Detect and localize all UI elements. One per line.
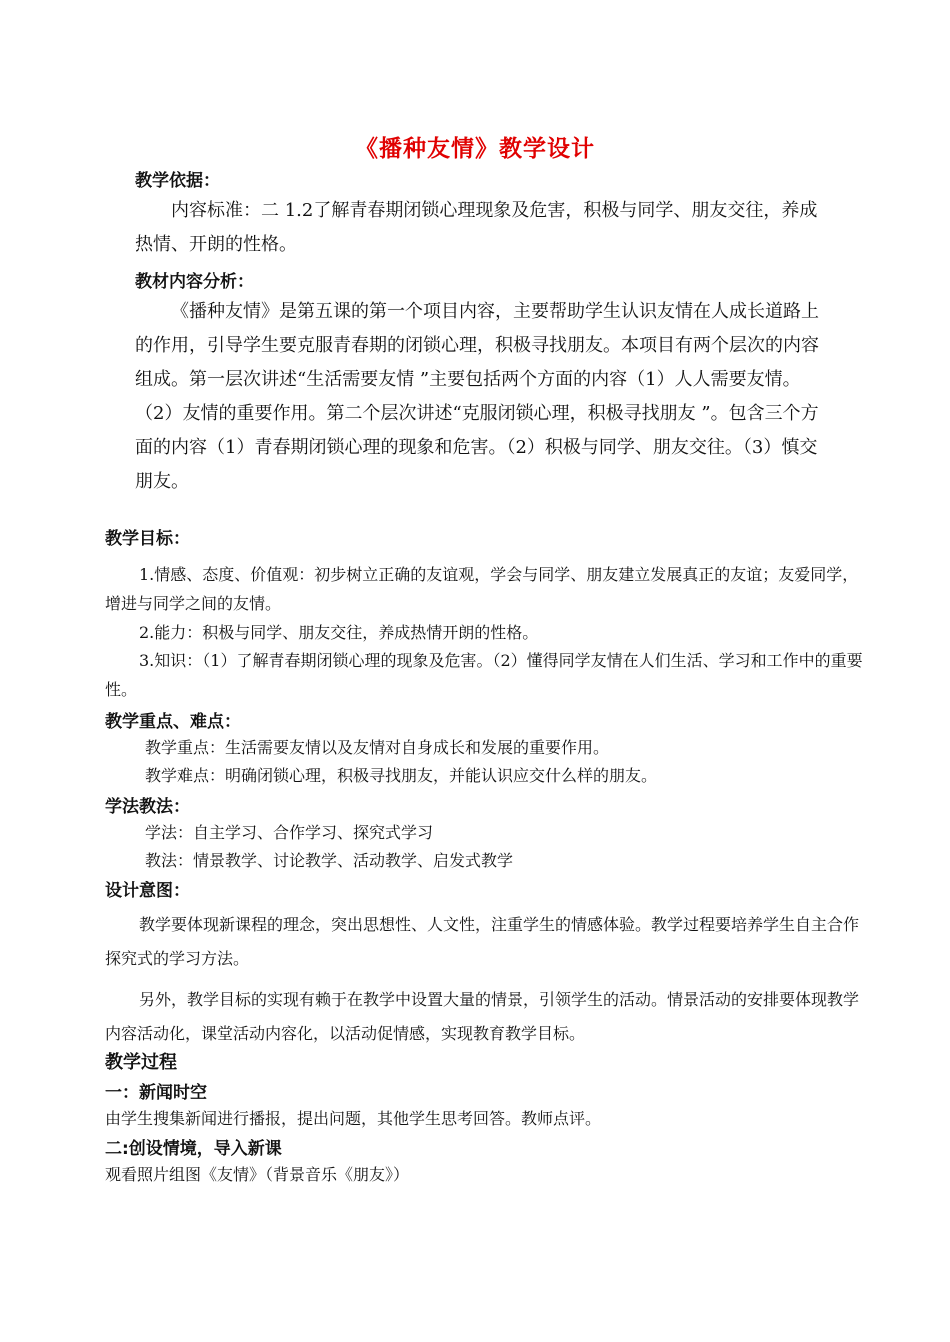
news-time-text: 由学生搜集新闻进行播报，提出问题，其他学生思考回答。教师点评。	[105, 1109, 602, 1128]
goal-emotion: 1.情感、态度、价值观：初步树立正确的友谊观，学会与同学、朋友建立发展真正的友谊；友爱同学，增进与同学之间的友情。	[105, 565, 859, 613]
difficult-point: 教学难点：明确闭锁心理，积极寻找朋友，并能认识应交什么样的朋友。	[145, 766, 658, 785]
heading-news-time: 一：新闻时空	[105, 1083, 207, 1103]
heading-teaching-process: 教学过程	[105, 1052, 177, 1073]
key-point: 教学重点：生活需要友情以及友情对自身成长和发展的重要作用。	[145, 738, 610, 757]
study-method: 学法：自主学习、合作学习、探究式学习	[145, 823, 434, 842]
goal-knowledge: 3.知识：（1）了解青春期闭锁心理的现象及危害。（2）懂得同学友情在人们生活、学习和工作中的重要性。	[105, 651, 863, 699]
heading-material-analysis: 教材内容分析：	[135, 272, 254, 292]
design-intent-paragraph-1: 教学要体现新课程的理念，突出思想性、人文性，注重学生的情感体验。教学过程要培养学生自主合作探究式的学习方法。	[105, 915, 860, 968]
heading-teaching-basis: 教学依据：	[135, 171, 220, 191]
heading-create-situation: 二:创设情境，导入新课	[105, 1139, 282, 1159]
create-situation-text: 观看照片组图《友情》（背景音乐《朋友》）	[105, 1165, 410, 1184]
heading-design-intent: 设计意图：	[105, 881, 190, 901]
goal-ability: 2.能力：积极与同学、朋友交往，养成热情开朗的性格。	[139, 623, 539, 642]
heading-key-difficult: 教学重点、难点：	[105, 712, 241, 732]
content-standard-paragraph: 内容标准：二 1.2了解青春期闭锁心理现象及危害，积极与同学、朋友交往，养成热情、开朗的性格。	[135, 200, 818, 255]
heading-methods: 学法教法：	[105, 797, 190, 817]
document-title: 《播种友情》教学设计	[355, 136, 595, 162]
material-analysis-paragraph: 《播种友情》是第五课的第一个项目内容，主要帮助学生认识友情在人成长道路上的作用，引导学生要克服青春期的闭锁心理，积极寻找朋友。本项目有两个层次的内容组成。第一层次讲述“生活需要友情 ”主要包括两个方面的内容（1）人人需要友情。（2）友情的重要作用。第二个层次讲述“克服闭锁心理，积极寻找朋友 ”。包含三个方面的内容（1）青春期闭锁心理的现象和危害。（2）积极与同学、朋友交往。（3）慎交朋友。	[135, 301, 819, 492]
teaching-method: 教法：情景教学、讨论教学、活动教学、启发式教学	[145, 851, 514, 870]
design-intent-paragraph-2: 另外，教学目标的实现有赖于在教学中设置大量的情景，引领学生的活动。情景活动的安排要体现教学内容活动化，课堂活动内容化，以活动促情感，实现教育教学目标。	[105, 990, 860, 1043]
heading-teaching-goals: 教学目标：	[105, 529, 190, 549]
